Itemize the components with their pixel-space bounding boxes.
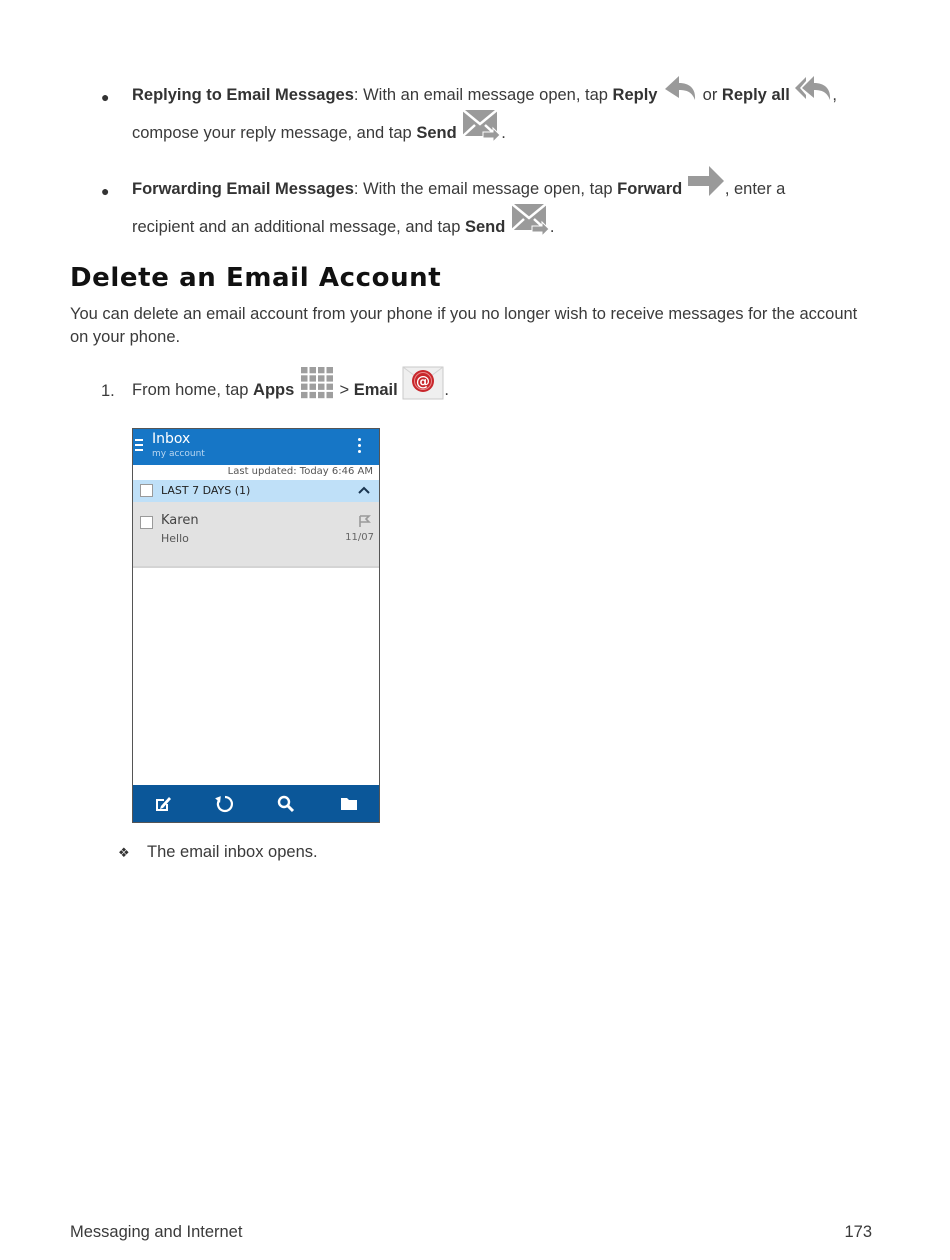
inbox-screenshot: [132, 428, 380, 823]
folder-icon[interactable]: [339, 794, 359, 814]
message-row[interactable]: [133, 502, 379, 568]
flag-icon[interactable]: [357, 514, 371, 528]
bullet-dot: ●: [101, 89, 110, 105]
bullet-title: Replying to Email Messages: [132, 86, 354, 104]
search-icon[interactable]: [276, 794, 296, 814]
reply-icon: [662, 70, 698, 104]
forward-label: Forward: [617, 180, 683, 198]
message-date: 11/07: [345, 532, 374, 543]
step-1: From home, tap Apps > Email @ .: [132, 366, 449, 402]
account-name: my account: [152, 449, 205, 459]
last-updated: Last updated: Today 6:46 AM: [227, 466, 373, 477]
more-options-icon[interactable]: [358, 438, 361, 456]
chevron-up-icon[interactable]: [357, 484, 371, 496]
apps-grid-icon: [299, 366, 335, 400]
step-number: 1.: [101, 382, 115, 400]
send-label: Send: [416, 124, 457, 142]
apps-label: Apps: [253, 381, 295, 399]
message-checkbox[interactable]: [140, 516, 153, 529]
result-text: The email inbox opens.: [147, 843, 318, 861]
email-app-icon: [402, 366, 444, 400]
inbox-header: [133, 429, 379, 465]
date-group-header[interactable]: [133, 480, 379, 502]
reply-label: Reply: [612, 86, 658, 104]
result-bullet-icon: ❖: [118, 845, 130, 860]
group-label: LAST 7 DAYS (1): [161, 484, 251, 497]
bottom-toolbar: [133, 785, 379, 822]
send-label: Send: [464, 218, 506, 236]
refresh-icon[interactable]: [215, 794, 235, 814]
footer-section: Messaging and Internet: [70, 1223, 243, 1241]
email-label: Email: [353, 381, 398, 399]
bullet-dot: ●: [101, 183, 110, 199]
message-sender: Karen: [161, 513, 199, 528]
bullet-title: Forwarding Email Messages: [132, 180, 354, 198]
reply-all-icon: [794, 70, 832, 104]
section-heading: Delete an Email Account: [70, 263, 442, 293]
intro-paragraph: You can delete an email account from your phone if you no longer wish to receive messages for the account on your phone.: [70, 305, 858, 346]
group-checkbox[interactable]: [140, 484, 153, 497]
send-icon: [510, 202, 550, 236]
svg-text:@: @: [416, 374, 431, 390]
reply-all-label: Reply all: [721, 86, 790, 104]
menu-icon[interactable]: [135, 439, 143, 454]
compose-icon[interactable]: [153, 794, 173, 814]
inbox-title: Inbox: [152, 431, 191, 447]
forward-icon: [687, 164, 725, 198]
send-icon: [461, 108, 501, 142]
page-number: 173: [844, 1223, 872, 1241]
message-preview: Hello: [161, 532, 189, 545]
